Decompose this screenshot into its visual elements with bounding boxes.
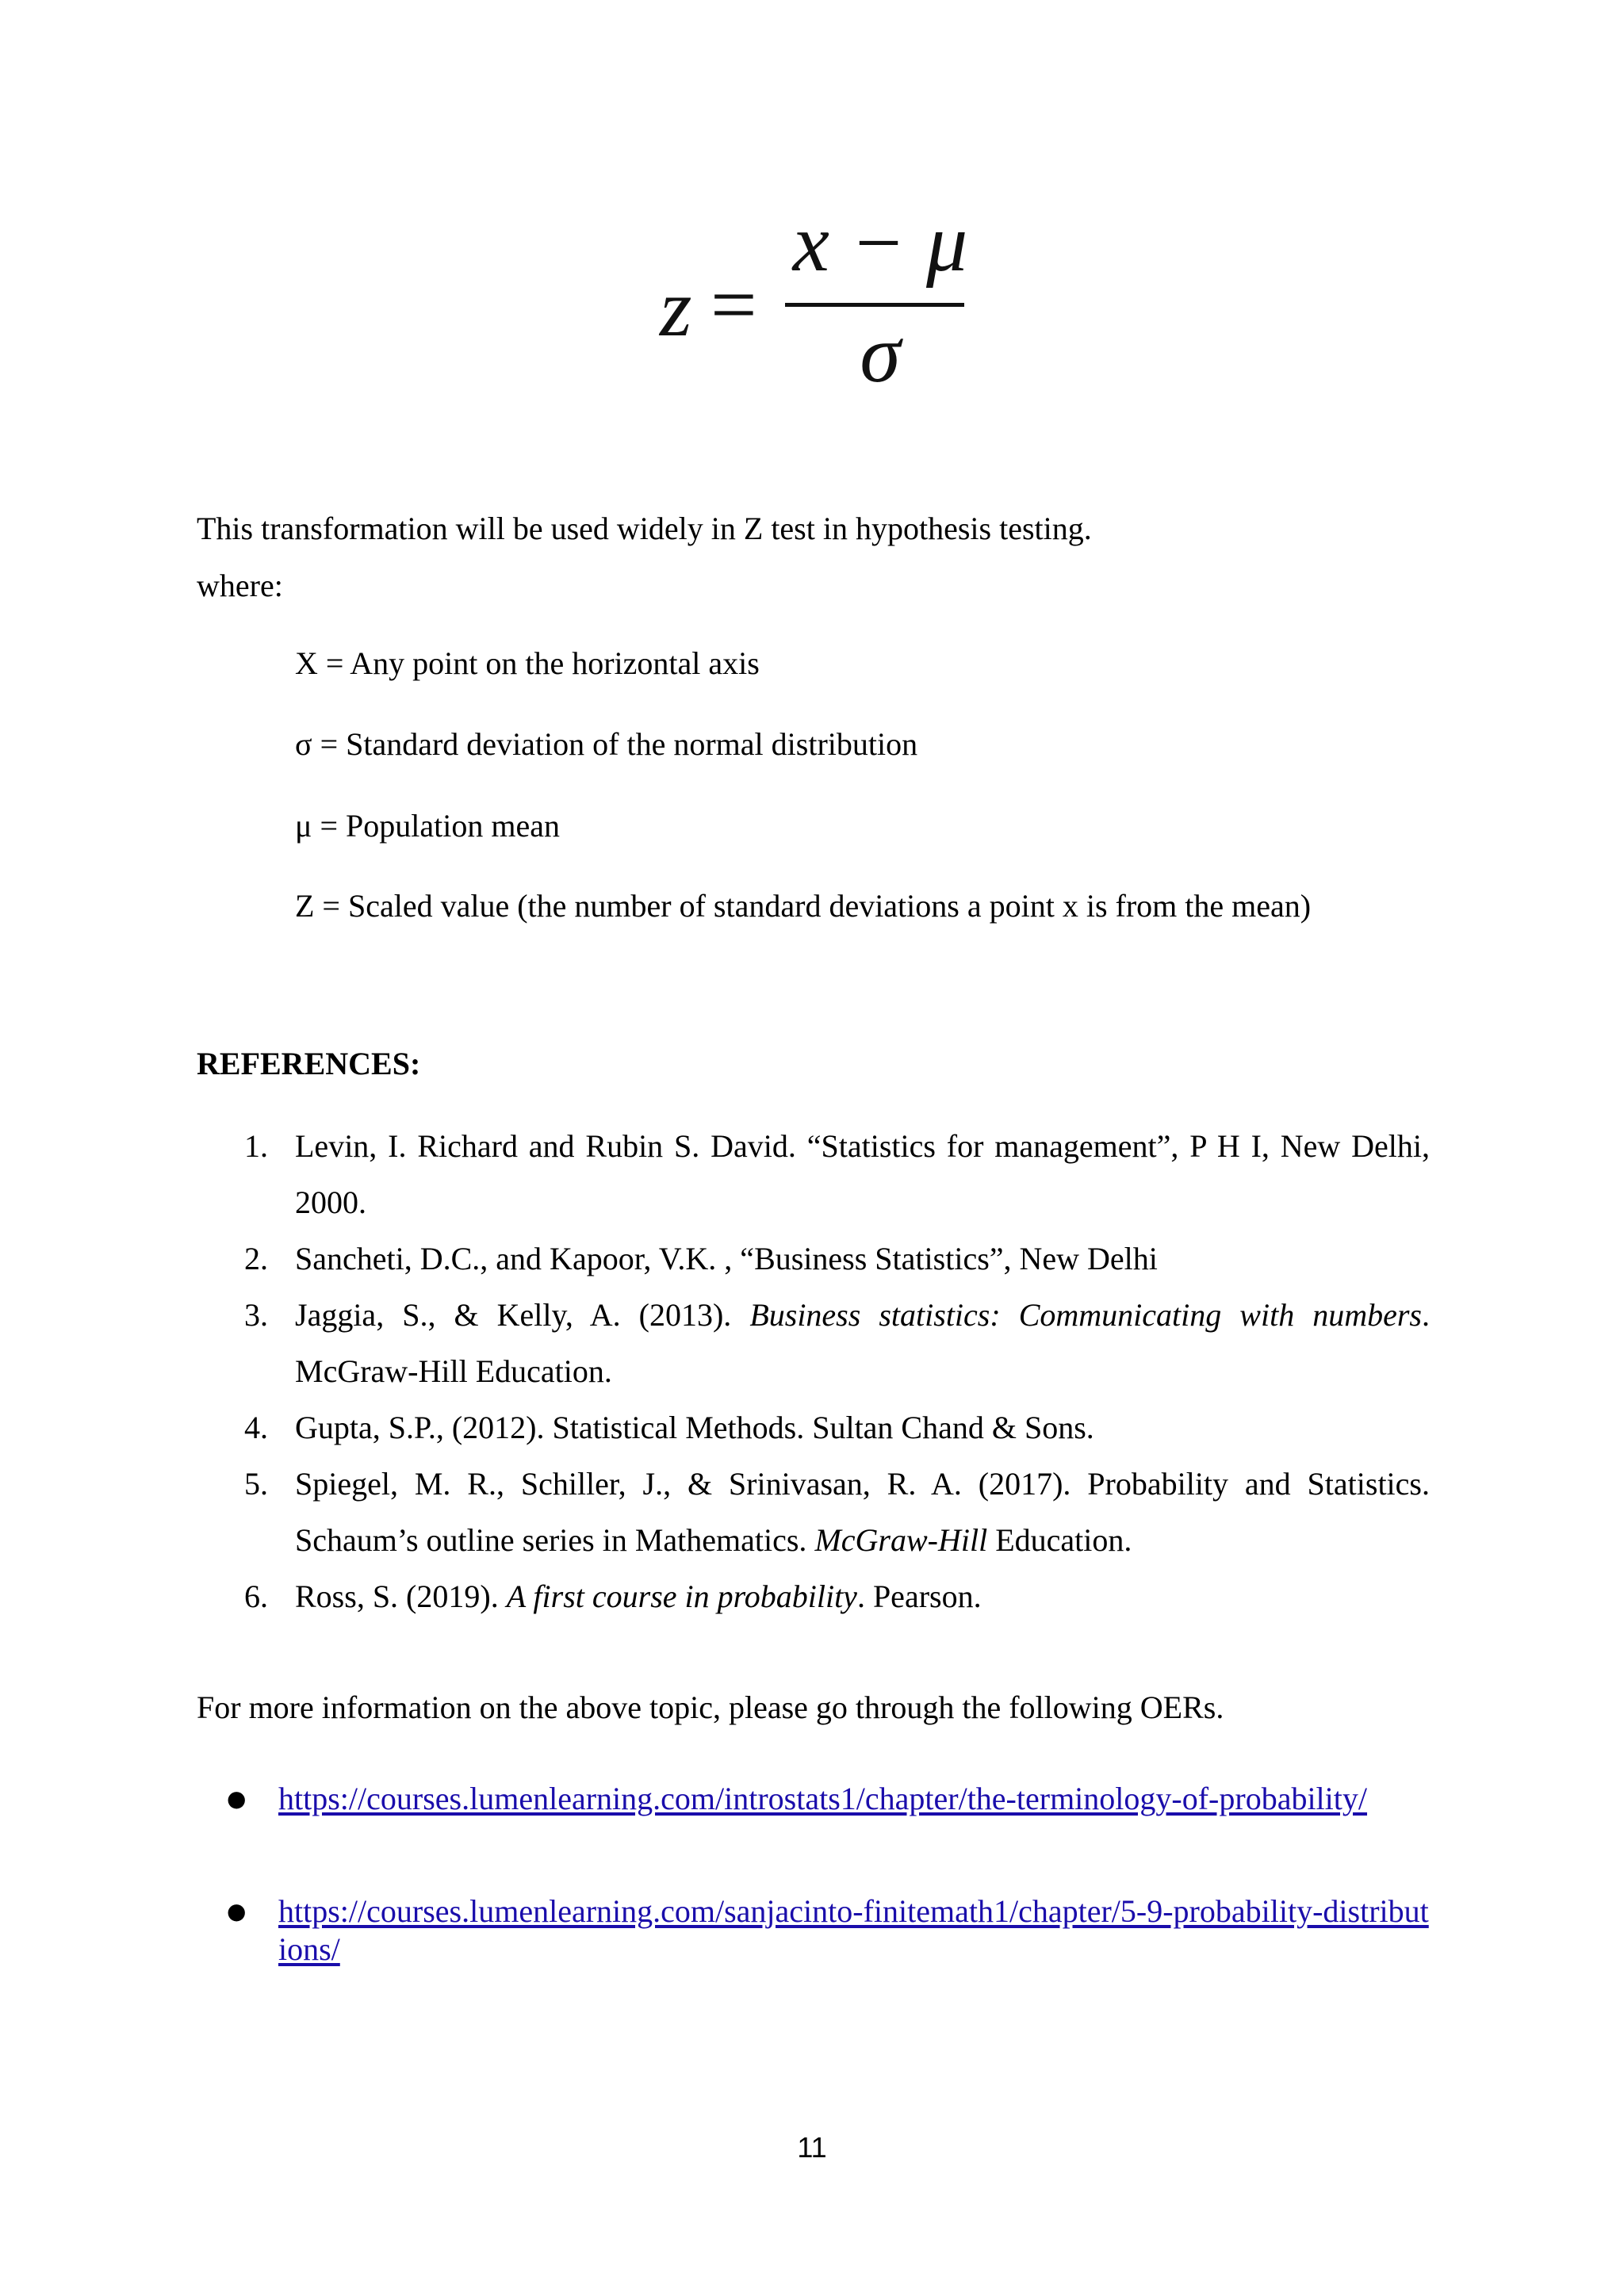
reference-number: 1.: [244, 1128, 268, 1164]
definition-sigma: σ = Standard deviation of the normal distribution: [295, 726, 918, 762]
formula-numerator: x − μ: [792, 197, 968, 289]
oer-link-item: [197, 1892, 1434, 1969]
reference-italic-title: Business statistics: Communicating with numbers: [749, 1297, 1422, 1333]
bullet-icon: ●: [227, 1785, 247, 1812]
definition-mu: μ = Population mean: [295, 808, 560, 844]
reference-text: Sancheti, D.C., and Kapoor, V.K. , “Business Statistics”, New Delhi: [295, 1241, 1158, 1276]
oer-link-terminology-of-probability[interactable]: https://courses.lumenlearning.com/introstats1/chapter/the-terminology-of-probability/: [278, 1781, 1368, 1816]
reference-text: Jaggia, S., & Kelly, A. (2013).: [295, 1297, 750, 1333]
reference-number: 3.: [244, 1297, 268, 1333]
definition-z: Z = Scaled value (the number of standard deviations a point x is from the mean): [295, 888, 1312, 924]
where-label: where:: [197, 568, 283, 603]
reference-text-end: . Pearson.: [856, 1578, 982, 1614]
page-number: 11: [797, 2131, 827, 2164]
reference-number: 5.: [244, 1466, 268, 1502]
reference-italic-title: A first course in probability: [506, 1578, 857, 1614]
oer-link-item: [197, 1780, 1434, 1818]
reference-number: 6.: [244, 1578, 268, 1614]
reference-item: [197, 1118, 1430, 1230]
z-score-formula: [650, 197, 983, 416]
reference-text: Spiegel, M. R., Schiller, J., & Srinivasan, R. A. (2017). Probability and Statistics. Schaum’s outline series in Mathematics.: [295, 1466, 1430, 1558]
reference-text-end: . McGraw-Hill Education.: [295, 1297, 1430, 1389]
reference-italic-publisher: McGraw-Hill: [814, 1522, 988, 1558]
formula-denominator: σ: [860, 308, 901, 400]
oer-link-probability-distributions[interactable]: https://courses.lumenlearning.com/sanjacinto-finitemath1/chapter/5-9-probability-distributions/: [278, 1893, 1429, 1967]
reference-number: 4.: [244, 1410, 268, 1445]
formula-equals: =: [710, 259, 757, 350]
formula-lhs: z: [660, 262, 692, 354]
references-heading: REFERENCES:: [197, 1046, 421, 1081]
intro-paragraph: This transformation will be used widely in Z test in hypothesis testing.: [197, 511, 1092, 546]
references-list: [197, 1118, 1430, 1624]
oer-link-list: [197, 1780, 1434, 1969]
reference-text: Ross, S. (2019).: [295, 1578, 507, 1614]
reference-item: [197, 1230, 1430, 1287]
reference-number: 2.: [244, 1241, 268, 1276]
reference-text: Levin, I. Richard and Rubin S. David. “Statistics for management”, P H I, New Delhi, 2000.: [295, 1128, 1430, 1220]
bullet-icon: ●: [227, 1898, 247, 1924]
formula-fraction-bar: [785, 303, 964, 307]
reference-text: Gupta, S.P., (2012). Statistical Methods. Sultan Chand & Sons.: [295, 1410, 1094, 1445]
more-info-paragraph: For more information on the above topic, please go through the following OERs.: [197, 1689, 1224, 1725]
reference-item: [197, 1287, 1430, 1399]
reference-item: [197, 1399, 1430, 1456]
reference-item: [197, 1568, 1430, 1624]
reference-text-end: Education.: [987, 1522, 1132, 1558]
reference-item: [197, 1456, 1430, 1568]
definition-x: X = Any point on the horizontal axis: [295, 645, 760, 681]
